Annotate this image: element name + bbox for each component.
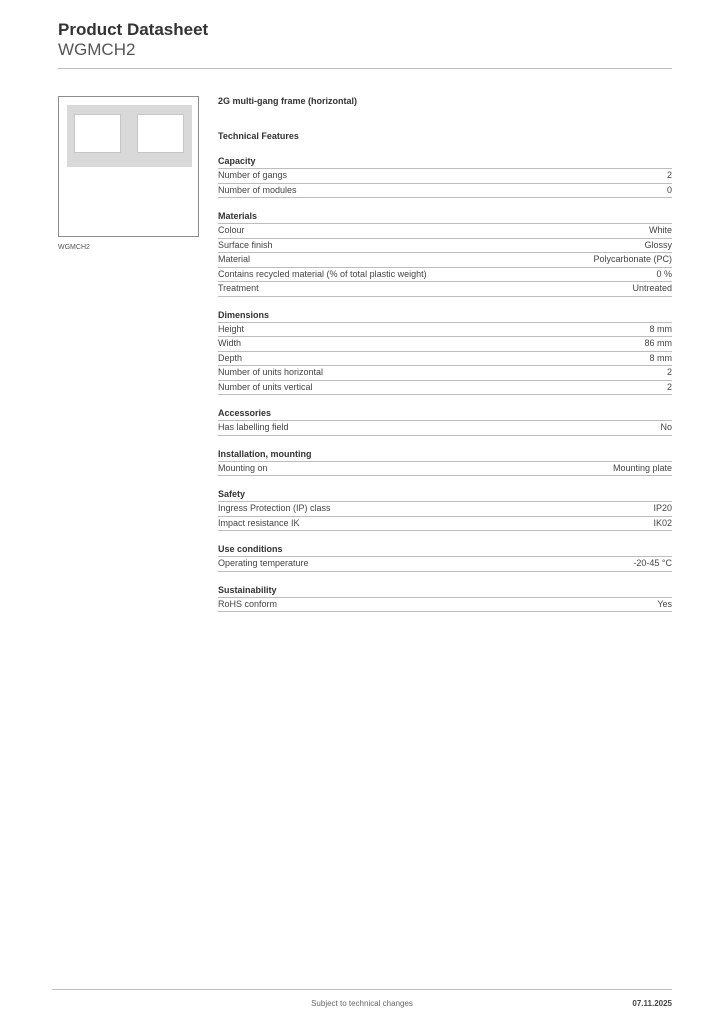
product-name: 2G multi-gang frame (horizontal) — [218, 96, 358, 106]
section-title: Accessories — [218, 407, 672, 421]
spec-row — [218, 462, 672, 477]
spec-row — [218, 381, 672, 396]
spec-label: Surface finish — [218, 239, 273, 250]
spec-value: Polycarbonate (PC) — [593, 254, 672, 264]
spec-row — [218, 253, 672, 268]
spec-row — [218, 282, 672, 297]
spec-label: Impact resistance IK — [218, 517, 300, 528]
spec-value: Mounting plate — [612, 462, 672, 473]
section-safety — [218, 488, 672, 531]
product-code-title: WGMCH2 — [58, 40, 136, 59]
product-image-caption: WGMCH2 — [58, 244, 90, 251]
spec-value: IK02 — [653, 517, 672, 528]
spec-value: 2 — [666, 367, 672, 377]
frame-2-gang-illustration-icon — [67, 105, 192, 167]
footer-note: Subject to technical changes — [311, 999, 413, 1008]
spec-row — [218, 517, 672, 532]
section-sustainability — [218, 584, 672, 613]
section-title: Sustainability — [218, 584, 672, 598]
spec-value: 8 mm — [649, 323, 672, 334]
section-use-conditions — [218, 543, 672, 572]
spec-label: Depth — [218, 352, 243, 363]
spec-row — [218, 239, 672, 254]
section-title: Capacity — [218, 155, 672, 169]
footer-date: 07.11.2025 — [632, 999, 672, 1008]
footer-divider — [52, 989, 672, 990]
spec-value: 86 mm — [644, 338, 672, 348]
spec-label: RoHS conform — [218, 598, 278, 609]
spec-label: Number of gangs — [218, 170, 288, 180]
section-title: Dimensions — [218, 309, 672, 323]
spec-row — [218, 224, 672, 239]
spec-value: 0 — [666, 184, 672, 195]
spec-row — [218, 337, 672, 352]
technical-features-heading: Technical Features — [218, 131, 299, 141]
spec-value: 0 % — [656, 268, 672, 279]
document-title: Product Datasheet — [58, 20, 209, 39]
section-materials — [218, 210, 672, 297]
spec-value: No — [660, 422, 672, 432]
spec-label: Operating temperature — [218, 558, 309, 568]
spec-row — [218, 169, 672, 184]
section-capacity — [218, 155, 672, 198]
spec-label: Material — [218, 254, 251, 264]
spec-row — [218, 366, 672, 381]
frame-opening-right — [137, 114, 184, 153]
spec-label: Number of modules — [218, 184, 297, 195]
section-dimensions — [218, 309, 672, 396]
spec-row — [218, 268, 672, 283]
spec-label: Has labelling field — [218, 422, 289, 432]
spec-row — [218, 502, 672, 517]
spec-label: Ingress Protection (IP) class — [218, 503, 331, 513]
product-image — [58, 96, 199, 237]
spec-value: -20-45 °C — [633, 558, 672, 568]
technical-content — [218, 95, 672, 612]
spec-row — [218, 421, 672, 436]
spec-row — [218, 557, 672, 572]
spec-value: 2 — [666, 381, 672, 392]
spec-value: Yes — [657, 598, 672, 609]
spec-value: IP20 — [653, 503, 672, 513]
section-accessories — [218, 407, 672, 436]
spec-label: Height — [218, 323, 245, 334]
spec-label: Number of units horizontal — [218, 367, 324, 377]
spec-value: Glossy — [644, 239, 672, 250]
spec-label: Treatment — [218, 283, 259, 293]
spec-value: Untreated — [632, 283, 672, 293]
spec-label: Contains recycled material (% of total plastic weight) — [218, 268, 427, 279]
document-header — [58, 20, 208, 60]
spec-label: Colour — [218, 225, 245, 235]
section-title: Safety — [218, 488, 672, 502]
spec-value: White — [648, 225, 672, 235]
section-title: Use conditions — [218, 543, 672, 557]
section-title: Materials — [218, 210, 672, 224]
spec-value: 2 — [666, 170, 672, 180]
section-title: Installation, mounting — [218, 448, 672, 462]
frame-opening-left — [74, 114, 121, 153]
spec-row — [218, 352, 672, 367]
spec-label: Width — [218, 338, 242, 348]
spec-value: 8 mm — [649, 352, 672, 363]
spec-label: Number of units vertical — [218, 381, 313, 392]
spec-row — [218, 184, 672, 199]
header-divider — [58, 68, 672, 69]
spec-row — [218, 323, 672, 338]
spec-label: Mounting on — [218, 462, 268, 473]
feature-sections — [218, 155, 672, 612]
spec-row — [218, 598, 672, 613]
section-installation-mounting — [218, 448, 672, 477]
